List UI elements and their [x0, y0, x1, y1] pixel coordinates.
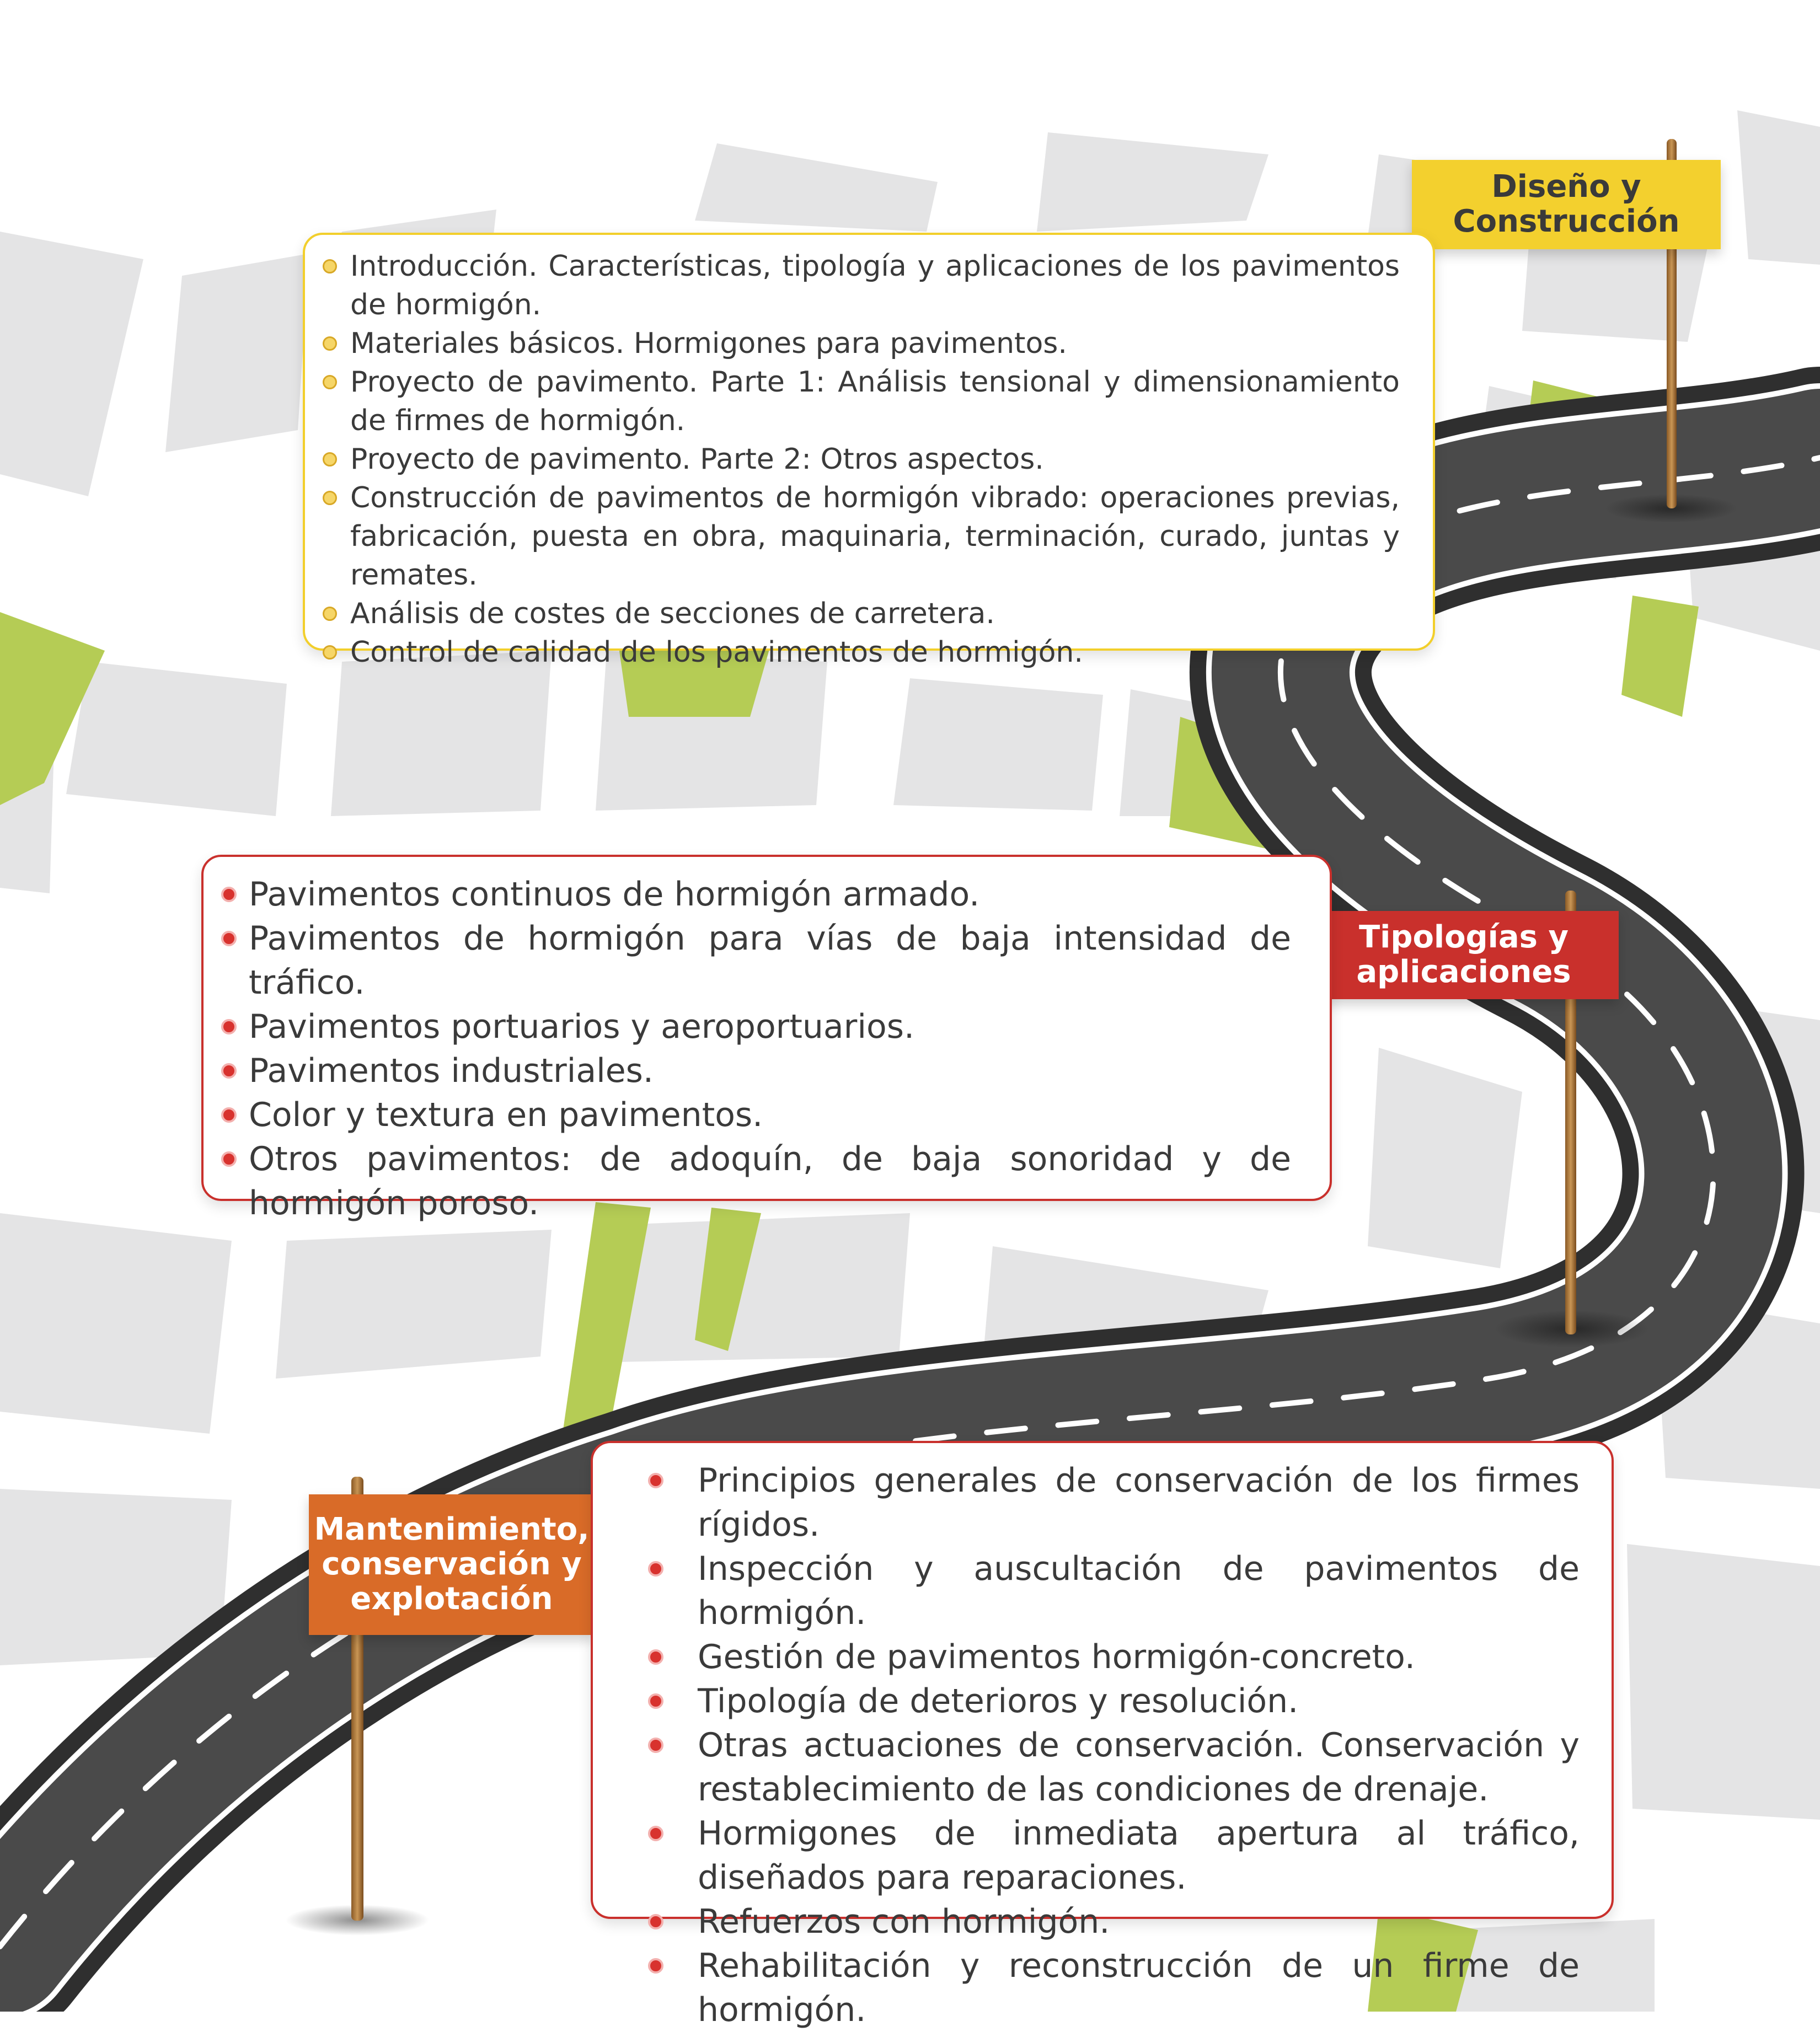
list-item: [350, 247, 1400, 324]
bullet-icon: [323, 259, 337, 274]
bullet-icon: [323, 645, 337, 660]
list-item-text: Gestión de pavimentos hormigón-concreto.: [698, 1638, 1415, 1676]
list-item: [698, 1547, 1580, 1635]
bullet-icon: [323, 452, 337, 467]
list-item: [249, 1049, 1291, 1093]
list-item: [698, 1944, 1580, 2032]
list-item: [249, 916, 1291, 1005]
bullet-icon: [648, 1649, 663, 1665]
list-item-text: Análisis de costes de secciones de carretera.: [350, 597, 995, 630]
bullet-icon: [221, 931, 237, 946]
sign-typologies-applications: [1309, 911, 1619, 999]
bullet-icon: [323, 491, 337, 505]
list-item-text: Proyecto de pavimento. Parte 1: Análisis tensional y dimensionamiento de firmes de hormigón.: [350, 366, 1400, 437]
list-item-text: Construcción de pavimentos de hormigón vibrado: operaciones previas, fabricación, puesta en obra, maquinaria, terminación, curado, juntas y remates.: [350, 481, 1400, 592]
bullet-icon: [221, 887, 237, 902]
sign-line: Tipologías y: [1358, 919, 1569, 956]
list-item-text: Tipología de deterioros y resolución.: [698, 1682, 1299, 1720]
bullet-icon: [648, 1473, 663, 1488]
bullet-icon: [648, 1693, 663, 1709]
topic-list: [249, 872, 1291, 1225]
bullet-icon: [648, 1958, 663, 1974]
topic-list: [698, 1459, 1580, 2032]
list-item: [698, 1679, 1580, 1723]
list-item-text: Color y textura en pavimentos.: [249, 1096, 763, 1134]
list-item: [249, 1005, 1291, 1049]
bullet-icon: [648, 1914, 663, 1929]
list-item: [350, 440, 1400, 479]
bullet-icon: [323, 375, 337, 389]
sign-line: conservación y: [322, 1546, 582, 1583]
list-item: [698, 1635, 1580, 1679]
list-item-text: Proyecto de pavimento. Parte 2: Otros aspectos.: [350, 443, 1044, 476]
bullet-icon: [221, 1151, 237, 1167]
bullet-icon: [648, 1561, 663, 1577]
sign-line: Diseño y: [1491, 169, 1641, 205]
list-item: [249, 872, 1291, 916]
list-item-text: Pavimentos continuos de hormigón armado.: [249, 875, 980, 914]
list-item-text: Inspección y auscultación de pavimentos de hormigón.: [698, 1550, 1580, 1632]
list-item-text: Rehabilitación y reconstrucción de un firme de hormigón.: [698, 1947, 1580, 2029]
sign-design-construction: [1412, 160, 1721, 249]
list-item-text: Pavimentos portuarios y aeroportuarios.: [249, 1007, 915, 1046]
list-item: [350, 594, 1400, 633]
list-item: [350, 479, 1400, 594]
typologies-applications-topics-box: [201, 855, 1332, 1223]
list-item: [350, 633, 1400, 672]
list-item-text: Materiales básicos. Hormigones para pavimentos.: [350, 327, 1067, 360]
list-item: [698, 1900, 1580, 1944]
sign-line: Mantenimiento,: [314, 1511, 590, 1548]
list-item: [249, 1093, 1291, 1137]
list-item: [698, 1723, 1580, 1811]
bullet-icon: [221, 1019, 237, 1034]
sign-maintenance: [309, 1494, 595, 1635]
list-item-text: Control de calidad de los pavimentos de hormigón.: [350, 636, 1083, 669]
list-item-text: Hormigones de inmediata apertura al tráfico, diseñados para reparaciones.: [698, 1814, 1580, 1897]
list-item: [698, 1459, 1580, 1547]
bullet-icon: [323, 607, 337, 621]
sign-line: Construcción: [1453, 203, 1680, 239]
sign-line: aplicaciones: [1356, 954, 1571, 990]
sign-line: explotación: [350, 1580, 553, 1617]
bullet-icon: [648, 1738, 663, 1753]
list-item: [350, 363, 1400, 440]
bullet-icon: [323, 336, 337, 351]
list-item-text: Pavimentos de hormigón para vías de baja intensidad de tráfico.: [249, 919, 1291, 1002]
list-item-text: Introducción. Características, tipología y aplicaciones de los pavimentos de hormigón.: [350, 250, 1400, 321]
list-item-text: Principios generales de conservación de los firmes rígidos.: [698, 1461, 1580, 1544]
list-item-text: Refuerzos con hormigón.: [698, 1902, 1110, 1941]
maintenance-topics-box: [591, 1441, 1614, 2029]
list-item-text: Pavimentos industriales.: [249, 1052, 654, 1090]
topic-list: [350, 247, 1400, 672]
bullet-icon: [648, 1826, 663, 1841]
list-item-text: Otras actuaciones de conservación. Conservación y restablecimiento de las condiciones de drenaje.: [698, 1726, 1580, 1809]
list-item: [249, 1137, 1291, 1225]
list-item: [698, 1811, 1580, 1900]
list-item-text: Otros pavimentos: de adoquín, de baja sonoridad y de hormigón poroso.: [249, 1140, 1291, 1223]
bullet-icon: [221, 1063, 237, 1079]
bullet-icon: [221, 1107, 237, 1123]
design-construction-topics-box: [303, 233, 1435, 669]
list-item: [350, 324, 1400, 363]
